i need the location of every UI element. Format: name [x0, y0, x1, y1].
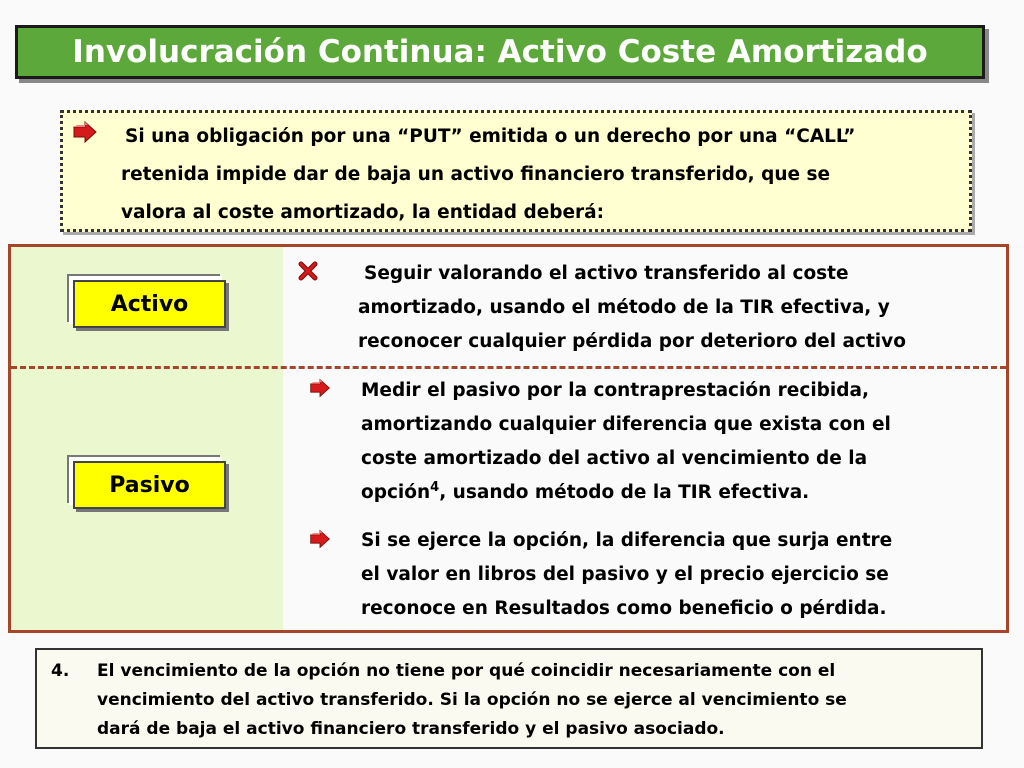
pasivo-label: Pasivo — [109, 472, 190, 498]
pasivo-label-box — [73, 461, 226, 509]
pasivo-line: Si se ejerce la opción, la diferencia que surja entre — [361, 530, 893, 551]
pasivo-line: Medir el pasivo por la contraprestación recibida, — [361, 380, 870, 401]
footnote-number: 4. — [51, 661, 70, 681]
intro-line: Si una obligación por una “PUT” emitida o un derecho por una “CALL” — [125, 126, 856, 147]
activo-line: reconocer cualquier pérdida por deterioro del activo — [358, 331, 906, 352]
pasivo-last-pre: opción — [361, 482, 431, 503]
pasivo-line: reconoce en Resultados como beneficio o pérdida. — [361, 598, 887, 619]
comparison-table — [8, 244, 1009, 633]
activo-line: amortizado, usando el método de la TIR efectiva, y — [358, 297, 890, 318]
activo-line: Seguir valorando el activo transferido al coste — [364, 263, 849, 284]
activo-text — [358, 257, 1003, 359]
dashed-divider — [11, 366, 1006, 369]
pasivo-line — [361, 476, 1001, 510]
footnote-line: El vencimiento de la opción no tiene por qué coincidir necesariamente con el — [97, 661, 836, 681]
footnote-line: vencimiento del activo transferido. Si la opción no se ejerce al vencimiento se — [97, 690, 847, 710]
red-arrow-icon — [309, 378, 331, 402]
pasivo-line: el valor en libros del pasivo y el precio ejercicio se — [361, 564, 889, 585]
footnote-line: dará de baja el activo financiero transferido y el pasivo asociado. — [97, 719, 725, 739]
footnote-text — [97, 657, 977, 744]
red-arrow-icon — [309, 529, 331, 553]
pasivo-item-1 — [361, 374, 1001, 510]
activo-label-box — [73, 280, 226, 328]
red-cross-icon — [298, 261, 318, 285]
pasivo-item-2 — [361, 524, 1001, 626]
intro-line: valora al coste amortizado, la entidad deberá: — [121, 202, 605, 223]
pasivo-last-post: , usando método de la TIR efectiva. — [439, 482, 810, 503]
slide-title-text: Involucración Continua: Activo Coste Amortizado — [72, 34, 928, 70]
intro-text — [121, 118, 971, 232]
intro-box — [60, 110, 972, 232]
footnote-ref: 4 — [430, 479, 440, 495]
activo-label: Activo — [110, 291, 189, 317]
slide-title — [15, 25, 985, 79]
red-arrow-icon — [72, 119, 98, 157]
intro-line: retenida impide dar de baja un activo financiero transferido, que se — [121, 164, 831, 185]
footnote-box — [35, 648, 983, 749]
pasivo-line: coste amortizado del activo al vencimiento de la — [361, 448, 868, 469]
pasivo-line: amortizando cualquier diferencia que exista con el — [361, 414, 891, 435]
